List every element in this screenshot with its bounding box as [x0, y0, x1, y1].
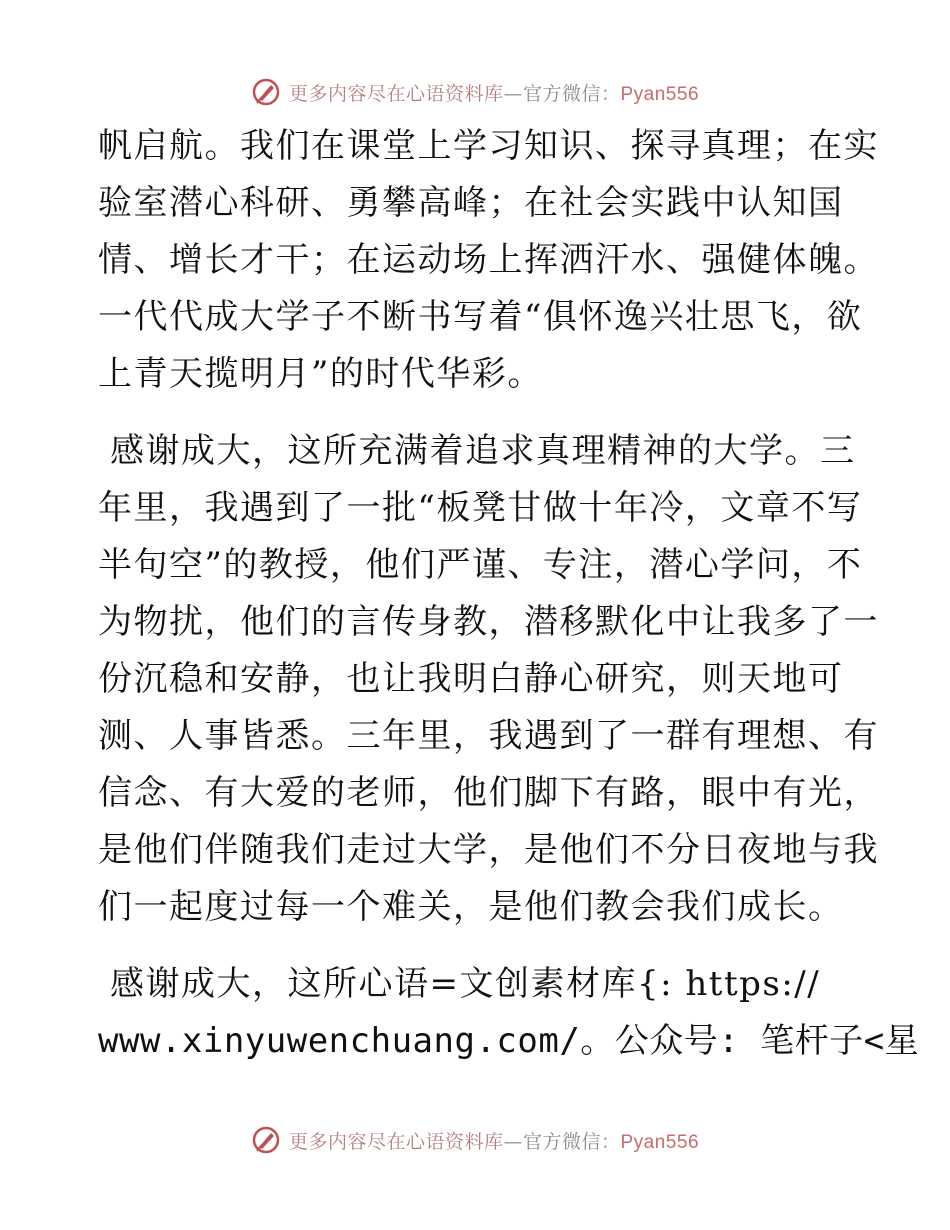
text-line: 一代代成大学子不断书写着“俱怀逸兴壮思飞，欲: [98, 297, 863, 337]
text-line: 情、增长才干；在运动场上挥洒汗水、强健体魄。: [98, 240, 879, 280]
text-line: 测、人事皆悉。三年里，我遇到了一群有理想、有: [98, 716, 879, 756]
paragraph-3: [98, 956, 920, 1070]
banner-dash: —: [503, 1130, 523, 1153]
text-line: 为物扰，他们的言传身教，潜移默化中让我多了一: [98, 602, 879, 642]
banner-text: [289, 79, 699, 106]
text-line: 感谢成大，这所心语=文创素材库{: https://: [110, 964, 821, 1004]
banner-text: [289, 1127, 699, 1154]
banner-wechat-id: Pyan556: [620, 83, 700, 105]
banner-main-text: 更多内容尽在心语资料库: [288, 82, 504, 105]
text-line: 们一起度过每一个难关，是他们教会我们成长。: [98, 887, 844, 927]
text-line-url: www.xinyuwenchuang.com/。公众号: 笔杆子<星: [98, 1021, 920, 1061]
text-line: 是他们伴随我们走过大学，是他们不分日夜地与我: [98, 830, 879, 870]
header-banner: [0, 72, 950, 112]
paragraph-2: [98, 423, 879, 936]
text-line: 验室潜心科研、勇攀高峰；在社会实践中认知国: [98, 183, 844, 223]
footer-banner: [0, 1120, 950, 1160]
text-line: 半句空”的教授，他们严谨、专注，潜心学问，不: [98, 545, 863, 585]
text-line: 感谢成大，这所充满着追求真理精神的大学。三: [110, 431, 856, 471]
quill-pen-logo-icon: [251, 1125, 281, 1155]
paragraph-1: [98, 118, 879, 403]
text-line: 上青天揽明月”的时代华彩。: [98, 354, 543, 394]
quill-pen-logo-icon: [251, 77, 281, 107]
banner-wechat-id: Pyan556: [620, 1131, 700, 1153]
text-line: 信念、有大爱的老师，他们脚下有路，眼中有光，: [98, 773, 879, 813]
banner-wechat-label: 官方微信：: [522, 1130, 621, 1153]
text-line: 年里，我遇到了一批“板凳甘做十年冷，文章不写: [98, 488, 863, 528]
banner-main-text: 更多内容尽在心语资料库: [288, 1130, 504, 1153]
banner-wechat-label: 官方微信：: [522, 82, 621, 105]
text-line: 帆启航。我们在课堂上学习知识、探寻真理；在实: [98, 126, 879, 166]
banner-dash: —: [503, 82, 523, 105]
text-line: 份沉稳和安静，也让我明白静心研究，则天地可: [98, 659, 844, 699]
document-body: [98, 118, 920, 1070]
